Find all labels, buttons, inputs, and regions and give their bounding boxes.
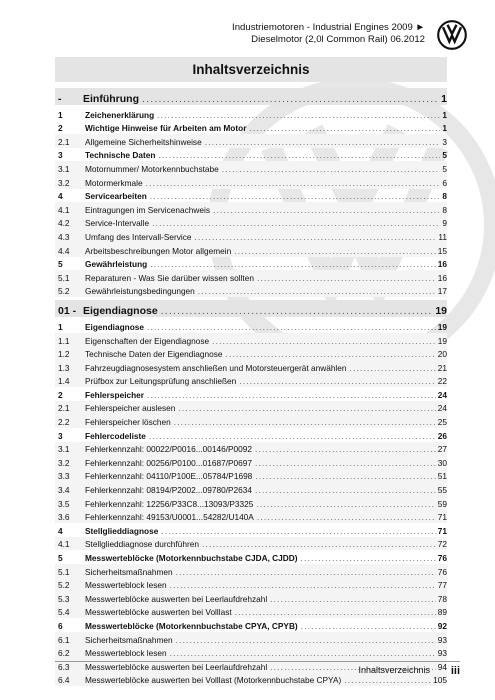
toc-subsection[interactable] [55, 564, 447, 578]
toc-number: 1.2 [58, 349, 70, 360]
toc-number: 4 [58, 525, 63, 536]
toc-page-number: 55 [437, 485, 447, 496]
toc-leader-dots [170, 648, 436, 659]
toc-label: Messwerteblock lesen [85, 648, 167, 659]
toc-page-number: 1 [442, 109, 447, 120]
toc-leader-dots [234, 246, 436, 257]
toc-page-number: 22 [437, 376, 447, 387]
toc-leader-dots [146, 178, 441, 189]
toc-label: Messwerteblock lesen [85, 580, 167, 591]
toc-page-number: 24 [437, 403, 447, 414]
toc-page-number: 5 [442, 150, 447, 161]
toc-label: Gewährleistung [85, 259, 148, 270]
toc-number: 5.2 [58, 580, 70, 591]
toc-section[interactable] [55, 148, 447, 162]
toc-leader-dots [178, 403, 435, 414]
toc-label: Fahrzeugdiagnosesystem anschließen und Motorsteuergerät anwählen [85, 362, 347, 373]
toc-number: 2.2 [58, 417, 70, 428]
toc-subsection[interactable] [55, 414, 447, 428]
toc-number: 3.1 [58, 163, 70, 174]
toc-page-number: 89 [437, 607, 447, 618]
toc-page-number: 27 [437, 444, 447, 455]
toc-leader-dots [152, 218, 440, 229]
toc-subsection[interactable] [55, 496, 447, 510]
header-line-2: Dieselmotor (2,0l Common Rail) 06.2012 [251, 34, 425, 45]
toc-number: 3.3 [58, 471, 70, 482]
toc-label: Fehlerspeicher löschen [85, 417, 171, 428]
toc-page-number: 20 [437, 349, 447, 360]
toc-number: 01 - [58, 305, 77, 318]
toc-label: Eigendiagnose [83, 305, 158, 318]
toc-page-number: 9 [442, 218, 447, 229]
toc-number: 6.4 [58, 675, 70, 686]
toc-page-number: 15 [437, 245, 447, 256]
toc-number: 3 [58, 430, 63, 441]
footer-page-number: iii [450, 665, 460, 677]
toc-leader-dots [195, 232, 437, 243]
toc-leader-dots [174, 417, 436, 428]
toc-number: - [58, 93, 62, 105]
toc-number: 2 [58, 123, 63, 134]
toc-leader-dots [158, 150, 440, 161]
toc-label: Fehlerkennzahl: 12256/P33C8...13093/P3325 [85, 498, 254, 509]
toc-leader-dots [301, 621, 436, 632]
toc-subsection[interactable] [55, 455, 447, 469]
toc-number: 4.2 [58, 218, 70, 229]
toc-label: Allgemeine Sicherheitshinweise [85, 136, 202, 147]
toc-page-number: 77 [437, 580, 447, 591]
toc-subsection[interactable] [55, 632, 447, 646]
toc-page-number: 5 [442, 163, 447, 174]
toc-label: Eigenschaften der Eigendiagnose [85, 335, 210, 346]
toc-leader-dots [142, 94, 439, 105]
toc-label: Prüfbox zur Leitungsprüfung anschließen [85, 376, 237, 387]
toc-page-number: 26 [437, 430, 447, 441]
toc-page-number: 21 [437, 362, 447, 373]
toc-leader-dots [255, 471, 435, 482]
toc-page-number: 6 [442, 177, 447, 188]
toc-leader-dots [161, 526, 435, 537]
toc-subsection[interactable] [55, 469, 447, 483]
toc-subsection[interactable] [55, 646, 447, 660]
toc-label: Messwerteblöcke auswerten bei Leerlaufdrehzahl [85, 661, 268, 672]
toc-subsection[interactable] [55, 175, 447, 189]
toc-leader-dots [202, 539, 436, 550]
toc-number: 6 [58, 620, 63, 631]
toc-section[interactable] [55, 618, 447, 632]
toc-label: Umfang des Intervall-Service [85, 231, 192, 242]
toc-label: Sicherheitsmaßnahmen [85, 566, 173, 577]
toc-number: 6.3 [58, 661, 70, 672]
toc-subsection[interactable] [55, 591, 447, 605]
toc-label: Fehlerspeicher [85, 389, 145, 400]
toc-leader-dots [222, 164, 441, 175]
toc-number: 3.6 [58, 512, 70, 523]
toc-subsection[interactable] [55, 482, 447, 496]
toc-section[interactable] [55, 523, 447, 537]
footer-label: Inhaltsverzeichnis [358, 665, 430, 675]
toc-leader-dots [161, 306, 434, 317]
toc-leader-dots [176, 635, 436, 646]
toc-leader-dots [235, 607, 436, 618]
toc-leader-dots [257, 273, 436, 284]
toc-number: 4.4 [58, 245, 70, 256]
header-line-1: Industriemotoren - Industrial Engines 2009 ► [232, 22, 425, 33]
toc-label: Messwerteblöcke auswerten bei Leerlaufdrehzahl [85, 593, 268, 604]
toc-leader-dots [157, 110, 440, 121]
toc-section[interactable] [55, 387, 447, 401]
toc-label: Fehlerkennzahl: 08194/P2002...09780/P2634 [85, 485, 252, 496]
toc-number: 4.3 [58, 231, 70, 242]
toc-number: 1.3 [58, 362, 70, 373]
toc-label: Reparaturen - Was Sie darüber wissen sollten [85, 272, 254, 283]
toc-page-number: 25 [437, 417, 447, 428]
toc-label: Servicearbeiten [85, 191, 147, 202]
toc-label: Wichtige Hinweise für Arbeiten am Motor [85, 123, 247, 134]
toc-page-number: 19 [435, 305, 447, 318]
toc-number: 4.1 [58, 539, 70, 550]
toc-leader-dots [249, 123, 440, 134]
toc-number: 2.1 [58, 136, 70, 147]
toc-leader-dots [205, 137, 441, 148]
toc-label: Service-Intervalle [85, 218, 150, 229]
toc-number: 3.2 [58, 457, 70, 468]
toc-number: 1.4 [58, 376, 70, 387]
toc-page-number: 59 [437, 498, 447, 509]
toc-section[interactable] [55, 121, 447, 135]
toc-leader-dots [213, 205, 440, 216]
toc-leader-dots [344, 675, 431, 686]
toc-label: Stellglieddiagnose [85, 525, 159, 536]
toc-leader-dots [150, 259, 436, 270]
toc-leader-dots [147, 322, 436, 333]
toc-leader-dots [147, 390, 436, 401]
toc-page-number: 16 [437, 272, 447, 283]
toc-subsection[interactable] [55, 347, 447, 361]
toc-leader-dots [255, 444, 436, 455]
toc-subsection[interactable] [55, 270, 447, 284]
toc-page-number: 3 [442, 136, 447, 147]
toc-subsection[interactable] [55, 229, 447, 243]
toc-subsection[interactable] [55, 284, 447, 298]
toc-label: Messwerteblöcke (Motorkennbuchstabe CPYA, CPYB) [85, 620, 298, 631]
toc-number: 3.4 [58, 485, 70, 496]
toc-subsection[interactable] [55, 374, 447, 388]
toc-subsection[interactable] [55, 134, 447, 148]
table-of-contents [55, 85, 447, 686]
toc-page-number: 17 [437, 286, 447, 297]
toc-leader-dots [239, 376, 435, 387]
toc-number: 6.2 [58, 648, 70, 659]
toc-leader-dots [350, 363, 436, 374]
toc-page-number: 78 [437, 593, 447, 604]
toc-page-number: 8 [442, 204, 447, 215]
toc-section[interactable] [55, 189, 447, 203]
toc-label: Arbeitsbeschreibungen Motor allgemein [85, 245, 232, 256]
toc-section[interactable] [55, 550, 447, 564]
toc-label: Messwerteblöcke (Motorkennbuchstabe CJDA, CJDD) [85, 553, 298, 563]
toc-page-number: 72 [437, 539, 447, 550]
vw-logo-icon [437, 20, 467, 50]
toc-label: Eintragungen im Servicenachweis [85, 204, 210, 215]
toc-section[interactable] [55, 319, 447, 333]
toc-leader-dots [255, 458, 436, 469]
toc-subsection[interactable] [55, 333, 447, 347]
toc-page-number: 1 [441, 93, 447, 105]
toc-label: Fehlerkennzahl: 00022/P0016...00146/P0092 [85, 444, 252, 455]
toc-number: 3.5 [58, 498, 70, 509]
toc-leader-dots [198, 286, 436, 297]
toc-label: Motormerkmale [85, 177, 143, 188]
toc-subsection[interactable] [55, 510, 447, 524]
toc-leader-dots [257, 512, 436, 523]
toc-subsection[interactable] [55, 537, 447, 551]
toc-page-number: 94 [437, 661, 447, 672]
toc-page-number: 1 [442, 123, 447, 134]
toc-label: Zeichenerklärung [85, 109, 155, 120]
toc-number: 2 [58, 389, 63, 400]
toc-leader-dots [212, 336, 436, 347]
toc-leader-dots [256, 499, 435, 510]
toc-leader-dots [170, 580, 436, 591]
toc-number: 5.4 [58, 607, 70, 618]
toc-label: Fehlerspeicher auslesen [85, 403, 176, 414]
toc-leader-dots [150, 191, 441, 202]
toc-number: 1.1 [58, 335, 70, 346]
toc-page-number: 16 [437, 259, 447, 270]
toc-label: Technische Daten [85, 150, 156, 161]
toc-page-number: 51 [437, 471, 447, 482]
toc-label: Messwerteblöcke auswerten bei Volllast (Motorkennbuchstabe CPYA) [85, 675, 342, 686]
toc-label: Fehlerkennzahl: 49153/U0001...54282/U140A [85, 512, 254, 523]
toc-label: Motornummer/ Motorkennbuchstabe [85, 163, 219, 174]
toc-page-number: 30 [437, 457, 447, 468]
toc-number: 1 [58, 321, 63, 332]
toc-page-number: 8 [442, 191, 447, 202]
toc-page-number: 71 [437, 512, 447, 523]
toc-subsection[interactable] [55, 605, 447, 619]
toc-number: 5 [58, 553, 63, 563]
toc-chapter[interactable] [55, 88, 447, 105]
toc-number: 5.2 [58, 286, 70, 297]
toc-label: Sicherheitsmaßnahmen [85, 634, 173, 645]
toc-number: 5.1 [58, 272, 70, 283]
toc-page-number: 24 [437, 389, 447, 400]
toc-number: 6.1 [58, 634, 70, 645]
toc-number: 3 [58, 150, 63, 161]
toc-leader-dots [301, 553, 436, 564]
toc-page-number: 11 [438, 231, 447, 242]
toc-number: 1 [58, 109, 63, 120]
toc-label: Technische Daten der Eigendiagnose [85, 349, 223, 360]
toc-leader-dots [176, 567, 436, 578]
toc-page-number: 105 [433, 675, 447, 686]
toc-page-number: 93 [437, 634, 447, 645]
toc-number: 4 [58, 191, 63, 202]
toc-label: Messwerteblöcke auswerten bei Volllast [85, 607, 232, 618]
toc-subsection[interactable] [55, 161, 447, 175]
toc-number: 4.1 [58, 204, 70, 215]
toc-number: 5.3 [58, 593, 70, 604]
toc-label: Fehlercodeliste [85, 430, 146, 441]
toc-number: 3.2 [58, 177, 70, 188]
toc-page-number: 76 [437, 566, 447, 577]
toc-section[interactable] [55, 257, 447, 271]
toc-section[interactable] [55, 107, 447, 121]
toc-subsection[interactable] [55, 202, 447, 216]
toc-section[interactable] [55, 428, 447, 442]
toc-subsection[interactable] [55, 442, 447, 456]
toc-page-number: 76 [437, 553, 447, 563]
toc-chapter[interactable] [55, 300, 447, 317]
toc-page-number: 71 [437, 525, 447, 536]
toc-subsection[interactable] [55, 360, 447, 374]
document-header [232, 22, 425, 46]
toc-number: 5.1 [58, 566, 70, 577]
toc-label: Gewährleistungsbedingungen [85, 286, 195, 297]
toc-leader-dots [270, 594, 436, 605]
toc-label: Stellglieddiagnose durchführen [85, 539, 199, 550]
toc-number: 2.1 [58, 403, 70, 414]
toc-leader-dots [149, 431, 436, 442]
toc-leader-dots [255, 485, 436, 496]
toc-leader-dots [225, 349, 435, 360]
toc-label: Fehlerkennzahl: 04110/P100E...05784/P1698 [85, 471, 253, 482]
page-title: Inhaltsverzeichnis [55, 57, 447, 82]
toc-page-number: 19 [437, 321, 447, 332]
toc-subsection[interactable] [55, 216, 447, 230]
toc-number: 5 [58, 259, 63, 270]
toc-subsection[interactable] [55, 401, 447, 415]
toc-page-number: 19 [437, 335, 447, 346]
toc-number: 3.1 [58, 444, 70, 455]
toc-subsection[interactable] [55, 578, 447, 592]
toc-page-number: 93 [437, 648, 447, 659]
toc-label: Eigendiagnose [85, 321, 145, 332]
footer-divider [55, 661, 460, 662]
toc-subsection[interactable] [55, 243, 447, 257]
toc-page-number: 92 [437, 620, 447, 631]
toc-label: Fehlerkennzahl: 00256/P0100...01687/P0697 [85, 457, 252, 468]
toc-label: Einführung [83, 93, 139, 105]
